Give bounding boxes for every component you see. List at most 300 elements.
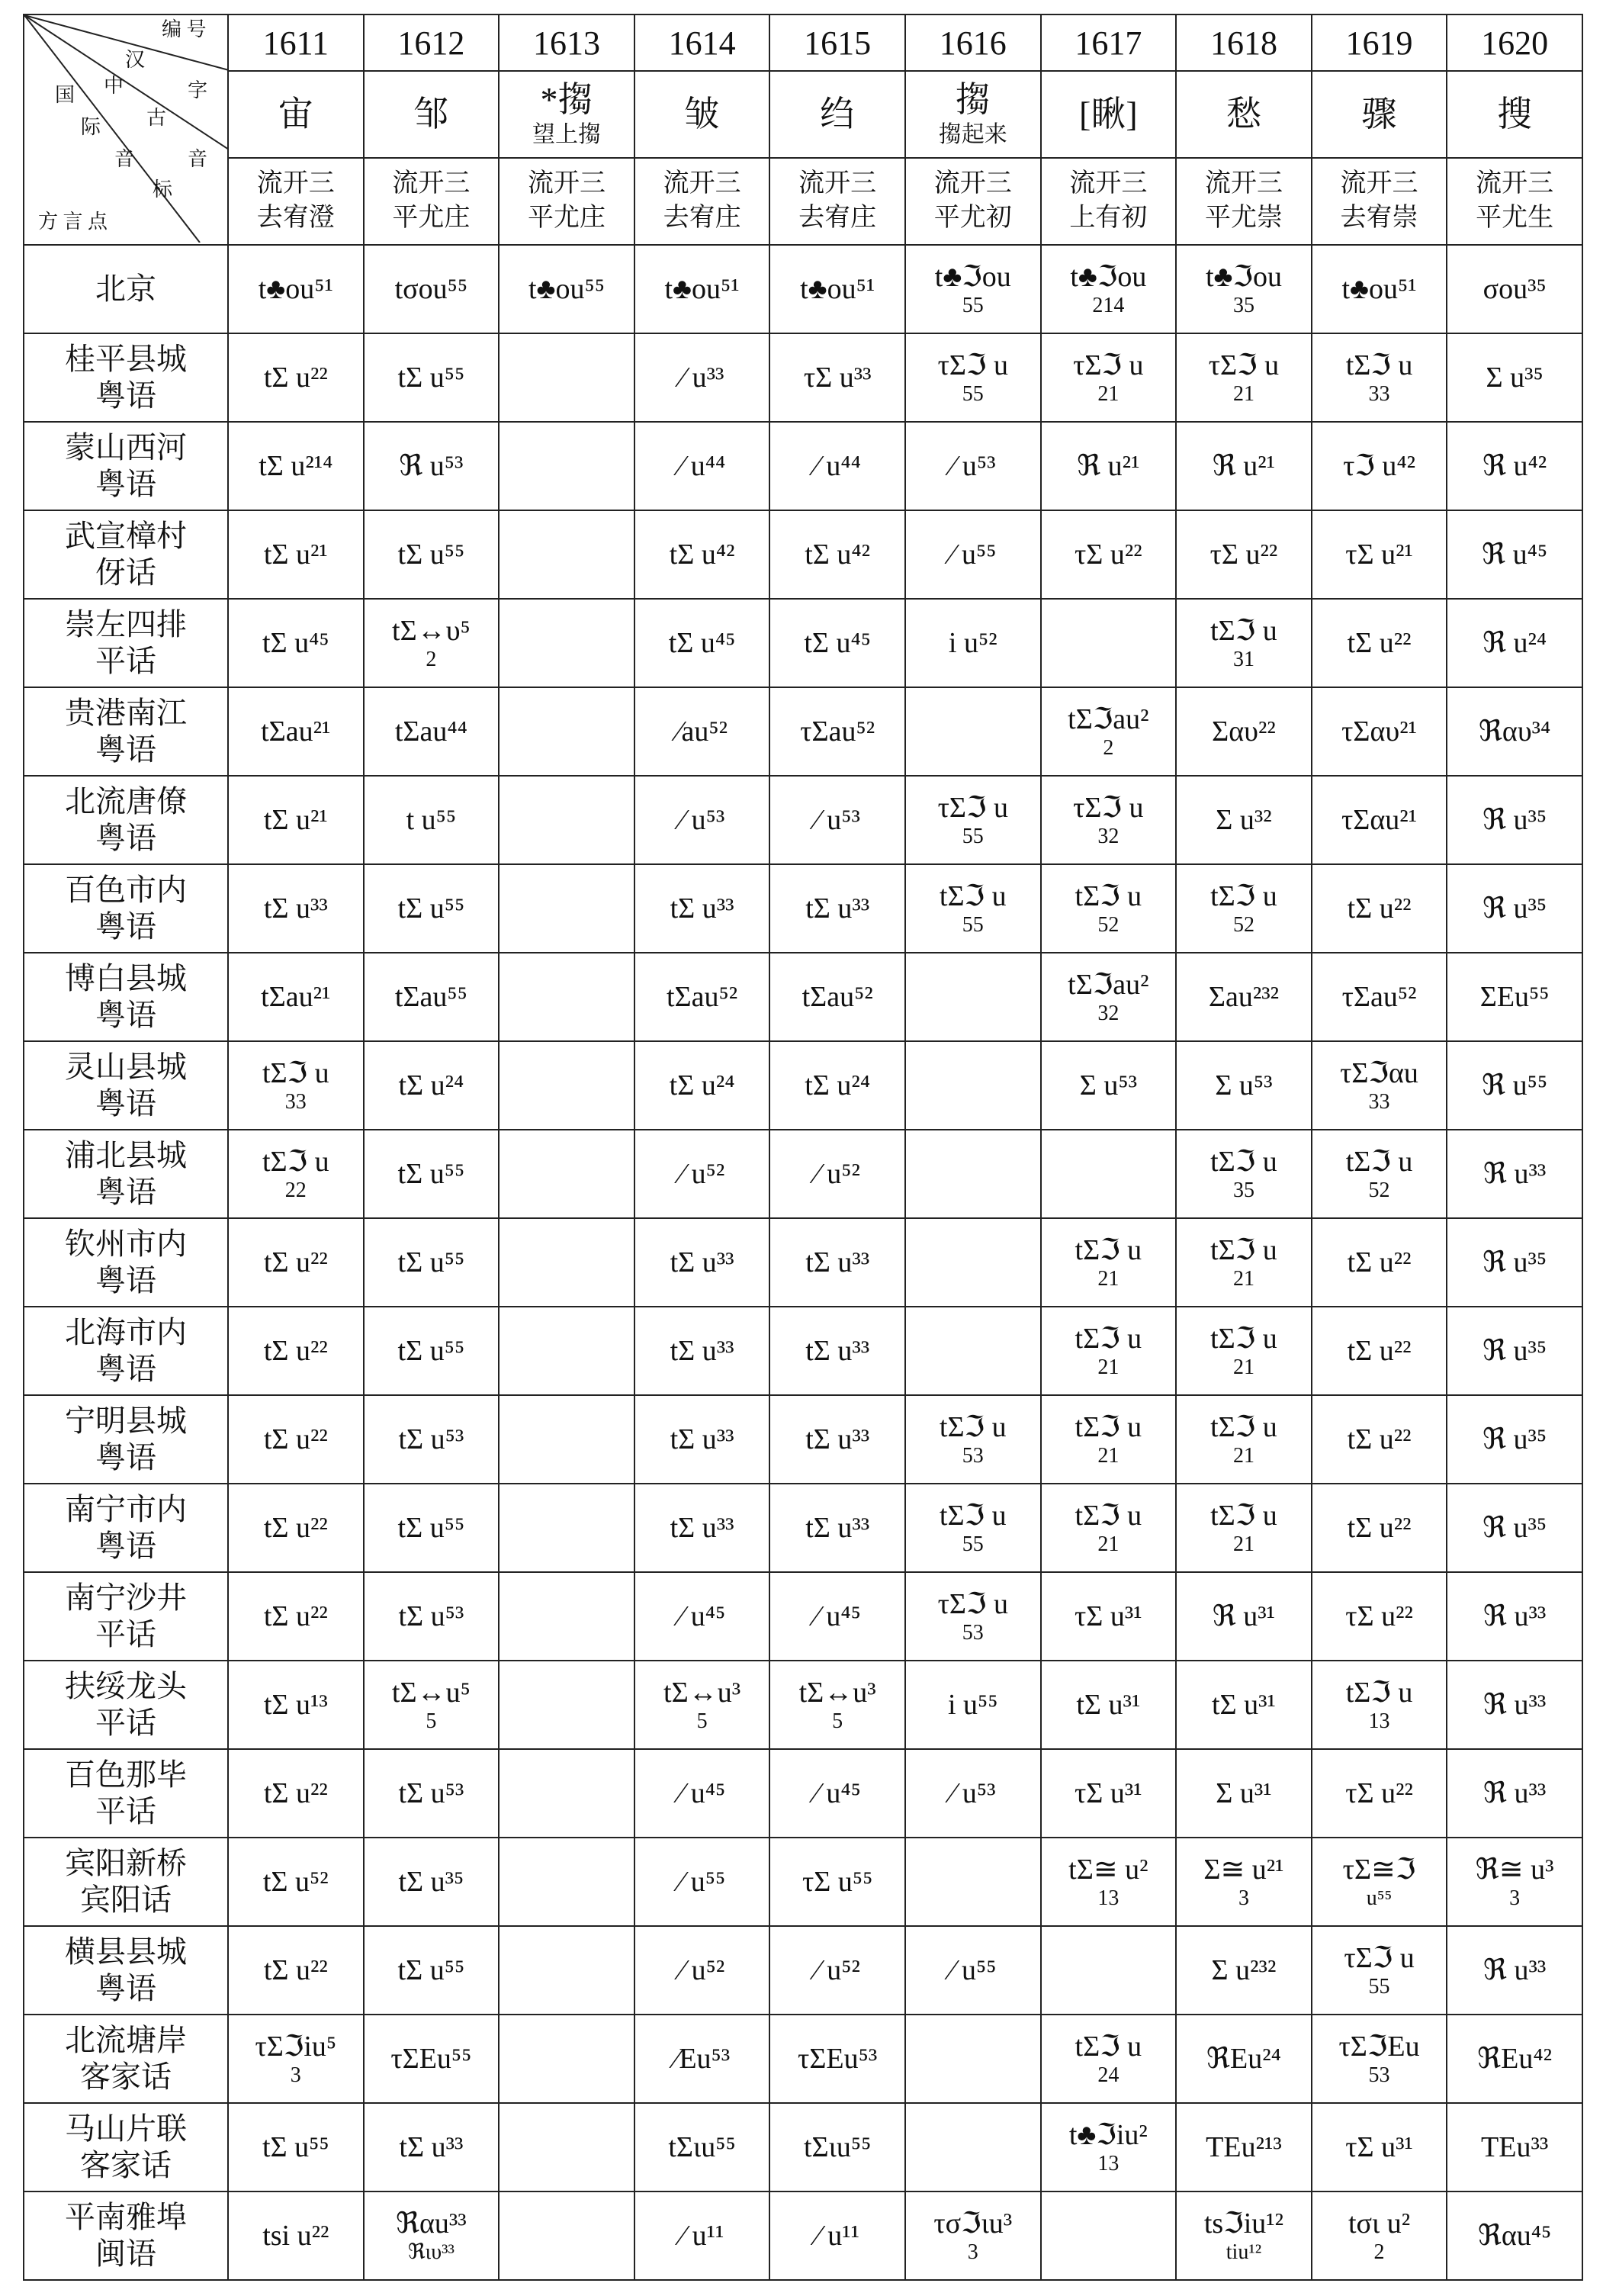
pronunciation-cell [769,1749,905,1838]
pronunciation-cell [905,1838,1041,1926]
pronunciation-line: tΣℑ u [1210,1500,1277,1532]
dialect-location-line: 北海市内 [65,1315,187,1349]
pronunciation-value [1177,1234,1311,1291]
pronunciation-value [1042,703,1176,760]
pronunciation-cell [499,422,634,510]
pronunciation-value: tΣ u²² [1347,892,1412,925]
pronunciation-line: 13 [1097,1886,1120,1910]
pronunciation-value: tΣ u³³ [399,2130,464,2163]
pronunciation-cell [1312,2015,1447,2103]
dialect-location [24,1130,228,1218]
pronunciation-value [1177,1146,1311,1202]
pronunciation-line: 21 [1097,381,1120,406]
pronunciation-cell [1041,1041,1177,1130]
pronunciation-value: tΣ u³³ [805,1511,870,1544]
pronunciation-cell [1041,1307,1177,1395]
pronunciation-cell [634,1484,770,1572]
pronunciation-value: tΣ u²² [1347,1511,1412,1544]
pronunciation-value: tΣ u⁴² [805,538,871,571]
pronunciation-value [1042,1500,1176,1556]
pronunciation-cell [769,1572,905,1661]
pronunciation-cell [1447,1838,1582,1926]
pronunciation-line: τσℑιu³ [933,2208,1013,2240]
pronunciation-cell [228,1307,364,1395]
pronunciation-cell [1312,1484,1447,1572]
pronunciation-value: Σ u²³² [1211,1954,1277,1986]
table-row [24,953,1582,1041]
pronunciation-cell [499,687,634,776]
pronunciation-value: ⁄ u⁵³ [814,803,860,836]
pronunciation-value: tΣau²¹ [261,715,331,748]
dialect-location [24,245,228,333]
pronunciation-value: τΣ u²² [1345,1600,1413,1632]
pronunciation-line: 33 [1368,381,1390,406]
pronunciation-line: 3 [1238,1886,1249,1910]
pronunciation-value: tΣ u²² [1347,1246,1412,1278]
pronunciation-cell [905,2015,1041,2103]
pronunciation-value [1042,2031,1176,2087]
pronunciation-value: ℜ u³³ [1483,1954,1547,1986]
pronunciation-cell [1447,687,1582,776]
column-number: 1616 [905,14,1041,71]
pronunciation-value: tΣ u³³ [670,892,734,925]
pronunciation-cell [769,687,905,776]
pronunciation-cell [228,1926,364,2015]
dialect-location [24,1395,228,1484]
pronunciation-cell [1447,2191,1582,2280]
header-number-row [24,14,1582,71]
pronunciation-line: 55 [962,381,984,406]
pronunciation-value: tΣ u⁵³ [398,1423,464,1455]
pronunciation-cell [228,1749,364,1838]
pronunciation-line: tΣℑ u [939,1500,1007,1532]
pronunciation-cell [634,1041,770,1130]
pronunciation-value: ℜαu⁴⁵ [1477,2219,1552,2252]
dialect-location-line: 粤语 [95,1263,156,1298]
column-number: 1611 [228,14,364,71]
pronunciation-value: τΣ u³³ [803,361,872,394]
pronunciation-cell [634,599,770,687]
dialect-location-line: 平话 [95,1706,156,1740]
pronunciation-cell [634,864,770,953]
dialect-location-line: 粤语 [95,909,156,944]
pronunciation-line: 55 [962,824,984,848]
pronunciation-cell [905,2191,1041,2280]
pronunciation-value: tΣ u³³ [805,1246,870,1278]
pronunciation-cell [905,864,1041,953]
dialect-location-line: 粤语 [95,1440,156,1474]
pronunciation-value: ΣEu⁵⁵ [1479,980,1550,1013]
pronunciation-value: tΣ u²¹⁴ [259,449,333,482]
header-character-row [24,71,1582,158]
column-number: 1620 [1447,14,1582,71]
pronunciation-cell [1312,333,1447,422]
column-character-gloss: 望上搊 [532,121,601,147]
pronunciation-line: t♣ℑou [1070,261,1147,294]
pronunciation-cell [364,1041,500,1130]
dialect-location-line: 粤语 [95,1086,156,1121]
pronunciation-cell [1447,953,1582,1041]
pronunciation-value: ℜαυ³⁴ [1478,715,1551,748]
pronunciation-value: tΣ u²² [263,1334,328,1367]
pronunciation-line: 55 [962,1532,984,1556]
pronunciation-value: tΣ u²² [1347,1334,1412,1367]
column-phonology: 流开三 平尤庄 [364,158,500,245]
dialect-location [24,2015,228,2103]
pronunciation-cell [634,687,770,776]
pronunciation-line: tΣℑ u [1210,880,1277,913]
pronunciation-value: TEu³³ [1481,2130,1549,2163]
pronunciation-value: Σαυ²² [1212,715,1276,748]
pronunciation-line: tΣℑ u [939,880,1007,913]
pronunciation-cell [364,1749,500,1838]
pronunciation-value [906,1500,1040,1556]
dialect-location-line: 平话 [95,1794,156,1828]
pronunciation-line: t♣ℑou [1205,261,1282,294]
corner-label-guo: 国 [55,84,75,106]
pronunciation-cell [1447,1395,1582,1484]
dialect-location [24,422,228,510]
header-middle-chinese-row [24,158,1582,245]
corner-label-gu: 古 [146,107,167,129]
table-row [24,1838,1582,1926]
pronunciation-cell [499,1572,634,1661]
pronunciation-line: tσι u² [1348,2208,1411,2240]
pronunciation-cell [499,2191,634,2280]
pronunciation-cell [1176,1572,1312,1661]
pronunciation-cell [1312,1838,1447,1926]
table-row [24,2191,1582,2280]
pronunciation-line: τΣℑEu [1338,2031,1420,2063]
pronunciation-line: tΣℑ u [1075,1234,1142,1267]
pronunciation-cell [364,1572,500,1661]
pronunciation-cell [1041,333,1177,422]
pronunciation-cell [1176,510,1312,599]
pronunciation-value: ℜ u³⁵ [1483,1511,1547,1544]
column-character: 骤 [1312,71,1447,158]
table-row [24,687,1582,776]
pronunciation-cell [769,1307,905,1395]
pronunciation-cell [228,1838,364,1926]
table-row [24,1749,1582,1838]
pronunciation-line: 3 [290,2063,301,2087]
pronunciation-value [1042,261,1176,317]
pronunciation-value: τΣau⁵² [800,715,875,748]
pronunciation-value [1177,1323,1311,1379]
pronunciation-line: τΣℑ u [1073,349,1144,382]
dialect-location-line: 灵山县城 [65,1050,187,1084]
pronunciation-cell [905,1749,1041,1838]
pronunciation-cell [1041,1218,1177,1307]
pronunciation-value: ℜ u³⁵ [1483,803,1547,836]
pronunciation-line: 53 [1368,2063,1390,2087]
pronunciation-value [1177,349,1311,406]
pronunciation-cell [905,1926,1041,2015]
pronunciation-value [1042,349,1176,406]
pronunciation-cell [634,1307,770,1395]
pronunciation-cell [228,1661,364,1749]
pronunciation-cell [1447,333,1582,422]
pronunciation-cell [634,1218,770,1307]
pronunciation-value: tΣ u³³ [805,892,870,925]
pronunciation-cell [1176,953,1312,1041]
pronunciation-cell [1176,2191,1312,2280]
column-character: 绉 [769,71,905,158]
pronunciation-cell [634,1838,770,1926]
pronunciation-line: 21 [1097,1266,1120,1291]
pronunciation-cell [228,776,364,864]
pronunciation-cell [1041,510,1177,599]
pronunciation-cell [1447,1218,1582,1307]
pronunciation-cell [1041,245,1177,333]
pronunciation-cell [1312,1926,1447,2015]
pronunciation-value [770,1677,904,1733]
pronunciation-line: ℜ≅ u³ [1475,1854,1554,1886]
pronunciation-cell [499,1838,634,1926]
pronunciation-cell [1447,776,1582,864]
pronunciation-cell [1447,1484,1582,1572]
pronunciation-line: 21 [1232,1532,1254,1556]
pronunciation-cell [499,776,634,864]
pronunciation-cell [905,599,1041,687]
pronunciation-cell [769,864,905,953]
column-phonology: 流开三 上有初 [1041,158,1177,245]
pronunciation-value: ⁄ u⁵² [814,1954,860,1986]
pronunciation-line: 55 [962,912,984,937]
pronunciation-value: tΣ u⁵³ [398,1777,464,1809]
corner-label-han: 汉 [125,49,146,71]
pronunciation-value: tΣ u²² [263,1600,328,1632]
pronunciation-cell [364,2103,500,2191]
pronunciation-cell [1312,687,1447,776]
pronunciation-value [1042,1323,1176,1379]
pronunciation-cell [1041,1484,1177,1572]
table-row [24,1926,1582,2015]
pronunciation-cell [499,599,634,687]
pronunciation-cell [228,1572,364,1661]
pronunciation-line: tΣℑau² [1068,969,1149,1002]
column-number: 1614 [634,14,770,71]
pronunciation-cell [499,864,634,953]
table-row [24,1395,1582,1484]
pronunciation-cell [228,333,364,422]
pronunciation-value: tΣ u³¹ [1076,1688,1141,1721]
pronunciation-value: τΣEu⁵⁵ [390,2042,472,2075]
pronunciation-line: 35 [1232,1178,1254,1202]
dialect-location [24,1661,228,1749]
pronunciation-value [1177,880,1311,937]
pronunciation-value: τΣEu⁵³ [798,2042,878,2075]
pronunciation-line: 21 [1097,1355,1120,1379]
pronunciation-value: Σ u⁵³ [1079,1069,1137,1101]
pronunciation-value: tΣ u⁵⁵ [397,1246,465,1278]
pronunciation-cell [364,776,500,864]
pronunciation-cell [1312,953,1447,1041]
pronunciation-cell [769,1218,905,1307]
pronunciation-line: 13 [1097,2151,1120,2175]
pronunciation-line: tΣℑ u [262,1146,329,1179]
pronunciation-value: ⁄ u⁵² [679,1157,725,1190]
pronunciation-line: τΣℑ u [1344,1942,1415,1975]
pronunciation-value [365,2208,499,2264]
pronunciation-value: tΣ u²² [1347,626,1412,659]
pronunciation-cell [1312,1661,1447,1749]
pronunciation-value: ⁄ u⁵³ [950,1777,996,1809]
pronunciation-value: ⁄ u⁵⁵ [949,1954,997,1986]
pronunciation-value: σou³⁵ [1483,272,1547,305]
pronunciation-cell [364,599,500,687]
column-number: 1613 [499,14,634,71]
dialect-location-line: 钦州市内 [65,1227,187,1261]
dialect-location-line: 浦北县城 [65,1138,187,1172]
pronunciation-value [365,1677,499,1733]
pronunciation-cell [634,510,770,599]
corner-label-ji: 际 [81,116,101,138]
pronunciation-value: tΣ u²² [263,1423,328,1455]
pronunciation-value: tΣ u²² [263,1954,328,1986]
pronunciation-line: 53 [962,1443,984,1468]
pronunciation-cell [499,1484,634,1572]
pronunciation-cell [1312,776,1447,864]
pronunciation-value: tΣ u³³ [805,1334,870,1367]
pronunciation-cell [499,245,634,333]
pronunciation-cell [769,510,905,599]
pronunciation-value: ⁄au⁵² [676,715,728,748]
pronunciation-value: tΣ u⁴² [669,538,735,571]
column-character: 宙 [228,71,364,158]
pronunciation-cell [364,1661,500,1749]
pronunciation-cell [1447,245,1582,333]
pronunciation-cell [905,687,1041,776]
pronunciation-line: tΣ↔υ⁵ [392,615,471,648]
pronunciation-cell [228,1484,364,1572]
pronunciation-cell [1312,1749,1447,1838]
pronunciation-cell [769,245,905,333]
pronunciation-cell [1447,510,1582,599]
pronunciation-cell [634,2191,770,2280]
pronunciation-value [906,792,1040,848]
pronunciation-line: tΣℑ u [1210,615,1277,648]
pronunciation-cell [499,333,634,422]
pronunciation-value: ℜ u³⁵ [1483,892,1547,925]
column-number: 1617 [1041,14,1177,71]
pronunciation-value: tΣau²¹ [261,980,331,1013]
pronunciation-cell [634,333,770,422]
pronunciation-cell [634,422,770,510]
column-character: 邹 [364,71,500,158]
pronunciation-value: τΣ u⁵⁵ [802,1865,873,1898]
pronunciation-value: tΣ u³³ [805,1423,870,1455]
column-number: 1615 [769,14,905,71]
pronunciation-value: ℜ u³³ [1483,1777,1547,1809]
pronunciation-cell [634,1749,770,1838]
pronunciation-cell [364,245,500,333]
dialect-location-line: 宾阳新桥 [65,1846,187,1880]
pronunciation-value: tσou⁵⁵ [394,272,468,305]
pronunciation-cell [634,776,770,864]
pronunciation-line: tΣ≅ u² [1068,1854,1148,1886]
pronunciation-line: tΣℑ u [1075,1500,1142,1532]
pronunciation-value: tΣ u³³ [670,1511,734,1544]
pronunciation-value: τΣ u²¹ [1345,538,1413,571]
dialect-location-line: 粤语 [95,1529,156,1563]
dialect-location-line: 平南雅埠 [65,2200,187,2234]
pronunciation-value: Σ u³⁵ [1486,361,1544,394]
pronunciation-value: ℜ u²¹ [1077,449,1140,482]
pronunciation-line: 52 [1232,912,1254,937]
pronunciation-line: 3 [967,2240,978,2264]
pronunciation-line: 5 [426,1709,437,1733]
column-number: 1618 [1176,14,1312,71]
pronunciation-cell [634,953,770,1041]
pronunciation-line: t♣ℑou [934,261,1011,294]
pronunciation-value [1177,615,1311,671]
pronunciation-line: τΣℑ u [937,349,1008,382]
pronunciation-value [906,261,1040,317]
corner-label-yin-2: 音 [188,148,208,170]
dialect-location-line: 宾阳话 [80,1883,172,1917]
pronunciation-value [1312,1854,1447,1910]
dialect-location-line: 百色市内 [65,873,187,907]
table-row [24,776,1582,864]
column-character: [瞅] [1041,71,1177,158]
dialect-location [24,510,228,599]
pronunciation-line: τΣℑ u [1073,792,1144,825]
pronunciation-cell [905,2103,1041,2191]
pronunciation-cell [228,422,364,510]
pronunciation-value [1177,1854,1311,1910]
pronunciation-value: t♣ou⁵¹ [1341,272,1417,305]
pronunciation-line: tΣℑ u [1075,880,1142,913]
pronunciation-line: 2 [1103,735,1114,760]
dialect-location-line: 客家话 [80,2148,172,2182]
pronunciation-value: ⁄ u⁵² [814,1157,860,1190]
pronunciation-value: tΣ u²⁴ [805,1069,871,1101]
pronunciation-cell [769,2103,905,2191]
pronunciation-line: tΣℑ u [262,1057,329,1090]
pronunciation-value: ℜEu²⁴ [1206,2042,1281,2075]
pronunciation-value: tΣau⁴⁴ [394,715,467,748]
pronunciation-cell [364,1484,500,1572]
pronunciation-cell [499,1661,634,1749]
pronunciation-line: tΣℑ u [939,1411,1007,1444]
pronunciation-value [1177,1500,1311,1556]
pronunciation-cell [905,1395,1041,1484]
pronunciation-cell [364,2015,500,2103]
pronunciation-value [229,1057,363,1114]
pronunciation-value [1042,792,1176,848]
dialect-location-line: 客家话 [80,2060,172,2094]
pronunciation-cell [1176,1395,1312,1484]
pronunciation-line: 32 [1097,1001,1120,1025]
pronunciation-cell [1041,599,1177,687]
pronunciation-value: tΣ u⁵⁵ [397,1334,465,1367]
pronunciation-cell [228,510,364,599]
pronunciation-line: 52 [1368,1178,1390,1202]
pronunciation-cell [769,333,905,422]
pronunciation-cell [228,2191,364,2280]
pronunciation-value: τΣαυ²¹ [1341,715,1417,748]
pronunciation-value [229,2031,363,2087]
corner-header [24,14,228,245]
pronunciation-value: tΣ u³³ [670,1334,734,1367]
pronunciation-value [1042,880,1176,937]
pronunciation-cell [499,2103,634,2191]
pronunciation-cell [905,333,1041,422]
pronunciation-cell [769,1926,905,2015]
pronunciation-value: i u⁵⁵ [947,1688,998,1721]
pronunciation-cell [769,953,905,1041]
